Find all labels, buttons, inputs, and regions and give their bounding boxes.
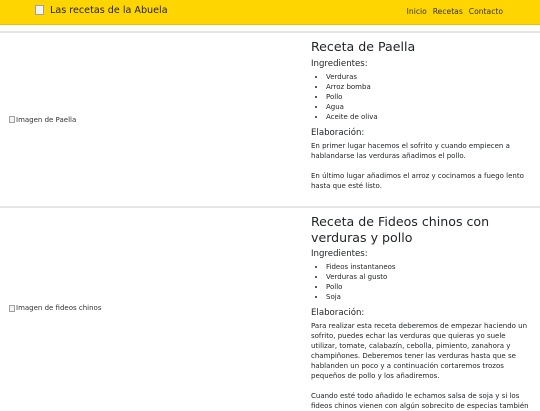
recipe-image-area	[0, 33, 311, 206]
recipe-card-fideos	[0, 208, 540, 411]
elaboration-paragraph: Cuando esté todo añadido le echamos salsa de soja y si los fideos chinos vienen con algún sobrecito de especias también	[311, 392, 529, 411]
ingredients-list	[311, 262, 531, 302]
nav-link-recetas[interactable]: Recetas	[432, 7, 463, 16]
broken-image-icon	[9, 116, 15, 123]
ingredient-item: • Fideos instantaneos	[326, 262, 531, 272]
recipe-text	[311, 208, 531, 411]
elaboration-heading: Elaboración:	[311, 308, 365, 319]
ingredients-heading: Ingredientes:	[311, 58, 368, 69]
elaboration-paragraph: En primer lugar hacemos el sofrito y cuando empiecen a hablandarse las verduras añadimos el pollo.	[311, 141, 510, 160]
elaboration-paragraph: Para realizar esta receta deberemos de empezar haciendo un sofrito, puedes echar las verduras que quieras yo suele utilizar, tomate, calabazín, cebolla, pimiento, zanahora y champiñones. Deberemos tener las verduras hasta que se hablanden un poco y a continuación cortaremos trozos pequeños de pollo y los añadiremos.	[311, 322, 528, 381]
recipe-image-paella	[9, 116, 76, 124]
ingredient-item: • Agua	[326, 102, 531, 112]
elaboration-heading: Elaboración:	[311, 127, 365, 138]
brand-link[interactable]: Las recetas de la Abuela	[50, 5, 168, 16]
ingredient-item: • Verduras al gusto	[326, 272, 531, 282]
ingredient-item: • Verduras	[326, 72, 531, 82]
nav-link-contacto[interactable]: Contacto	[468, 7, 503, 16]
ingredient-item: • Aceite de oliva	[326, 112, 531, 122]
ingredient-item: • Pollo	[326, 92, 531, 102]
image-alt-text: Imagen de fideos chinos	[16, 304, 102, 312]
ingredients-heading: Ingredientes:	[311, 249, 368, 260]
ingredient-item: • Pollo	[326, 282, 531, 292]
ingredient-item: • Soja	[326, 292, 531, 302]
nav-link-inicio[interactable]: Inicio	[406, 7, 427, 16]
recipe-title: Receta de Paella	[311, 39, 416, 54]
brand-logo-icon[interactable]	[35, 5, 44, 15]
elaboration-paragraph: En último lugar añadimos el arroz y cocinamos a fuego lento hasta que esté listo.	[311, 171, 524, 190]
recipe-card-paella	[0, 33, 540, 206]
image-alt-text: Imagen de Paella	[16, 115, 77, 124]
recipe-title: Receta de Fideos chinos con verduras y pollo	[311, 214, 490, 245]
ingredients-list	[311, 72, 531, 122]
recipe-text	[311, 33, 531, 206]
nav-links	[407, 7, 503, 16]
broken-image-icon	[9, 305, 15, 312]
navbar	[0, 0, 540, 25]
recipe-image-area	[0, 208, 311, 408]
recipe-image-fideos	[9, 304, 101, 312]
ingredient-item: • Arroz bomba	[326, 82, 531, 92]
